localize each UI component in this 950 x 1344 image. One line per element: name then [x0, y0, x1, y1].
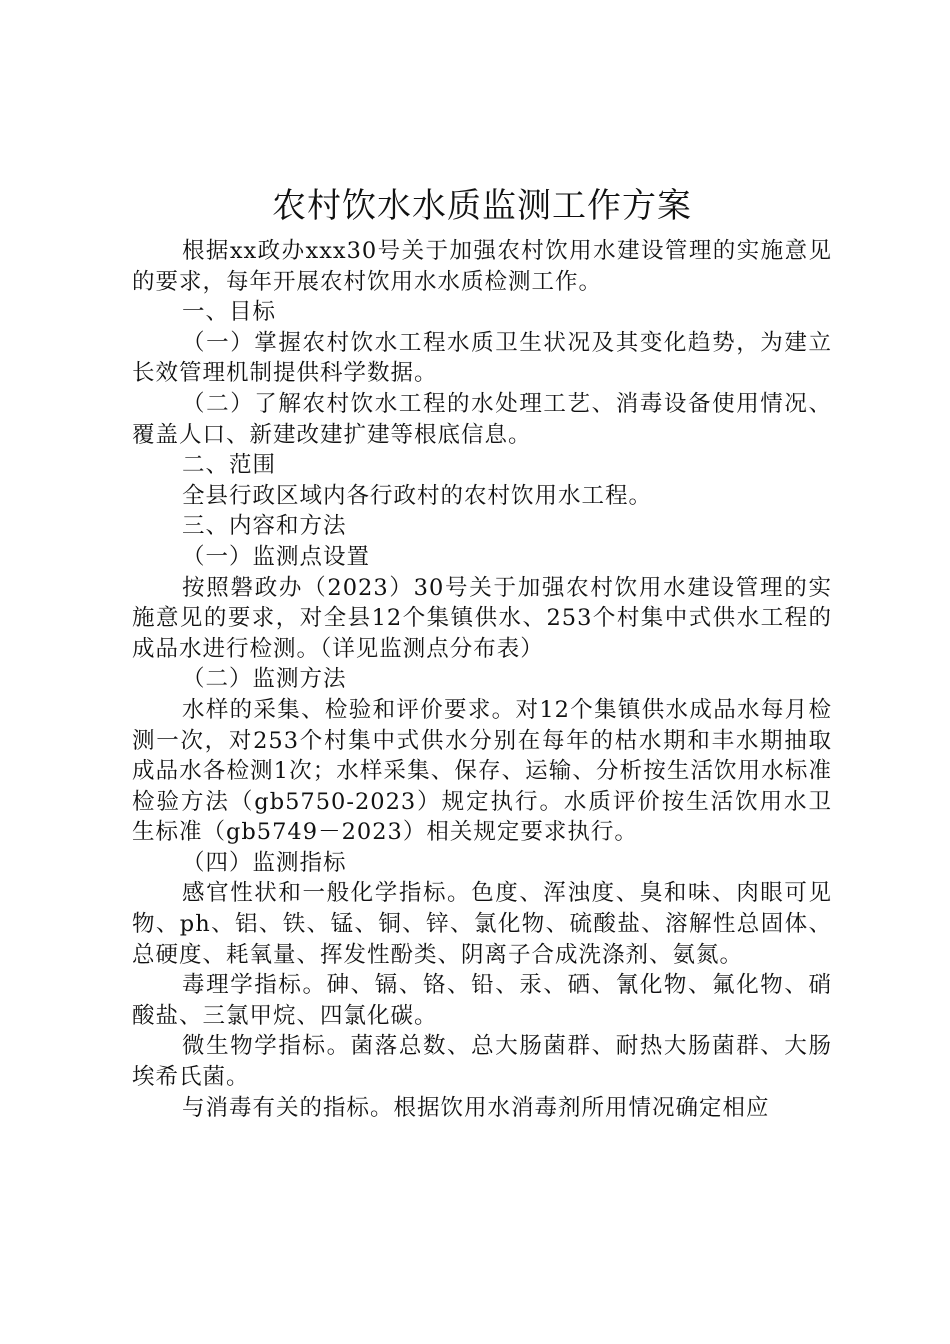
scope-paragraph: 全县行政区域内各行政村的农村饮用水工程。 [182, 482, 653, 509]
indicators-disinfection-paragraph: 与消毒有关的指标。根据饮用水消毒剂所用情况确定相应 [182, 1094, 770, 1121]
intro-paragraph: 根据xx政办xxx30号关于加强农村饮用水建设管理的实施意见的要求，每年开展农村饮用水水质检测工作。 [132, 238, 832, 295]
indicators-toxicology-paragraph: 毒理学指标。砷、镉、铬、铅、汞、硒、氰化物、氟化物、硝酸盐、三氯甲烷、四氯化碳。 [132, 972, 832, 1029]
monitoring-method-paragraph: 水样的采集、检验和评价要求。对12个集镇供水成品水每月检测一次，对253个村集中式供水分别在每年的枯水期和丰水期抽取成品水各检测1次；水样采集、保存、运输、分析按生活饮用水标准检验方法（gb5750-2023）规定执行。水质评价按生活饮用水卫生标准（gb5749－2023）相关规定要求执行。 [132, 696, 832, 846]
subheading-monitoring-method: （二）监测方法 [182, 666, 347, 693]
subheading-monitoring-indicators: （四）监测指标 [182, 849, 347, 876]
monitoring-points-paragraph: 按照磐政办（2023）30号关于加强农村饮用水建设管理的实施意见的要求，对全县12个集镇供水、253个村集中式供水工程的成品水进行检测。（详见监测点分布表） [132, 574, 832, 662]
document-title: 农村饮水水质监测工作方案 [272, 186, 692, 226]
section-heading-goals: 一、目标 [182, 299, 277, 326]
indicators-sensory-paragraph: 感官性状和一般化学指标。色度、浑浊度、臭和味、肉眼可见物、ph、铝、铁、锰、铜、锌、氯化物、硫酸盐、溶解性总固体、总硬度、耗氧量、挥发性酚类、阴离子合成洗涤剂、氨氮。 [132, 880, 832, 968]
document-page [132, 180, 832, 1123]
indicators-microbiology-paragraph: 微生物学指标。菌落总数、总大肠菌群、耐热大肠菌群、大肠埃希氏菌。 [132, 1033, 832, 1091]
section-heading-scope: 二、范围 [182, 452, 277, 479]
goal-item-1: （一）掌握农村饮水工程水质卫生状况及其变化趋势，为建立长效管理机制提供科学数据。 [132, 329, 832, 387]
subheading-monitoring-points: （一）监测点设置 [182, 543, 371, 570]
goal-item-2: （二）了解农村饮水工程的水处理工艺、消毒设备使用情况、覆盖人口、新建改建扩建等根底信息。 [132, 390, 832, 448]
section-heading-methods: 三、内容和方法 [182, 513, 347, 540]
